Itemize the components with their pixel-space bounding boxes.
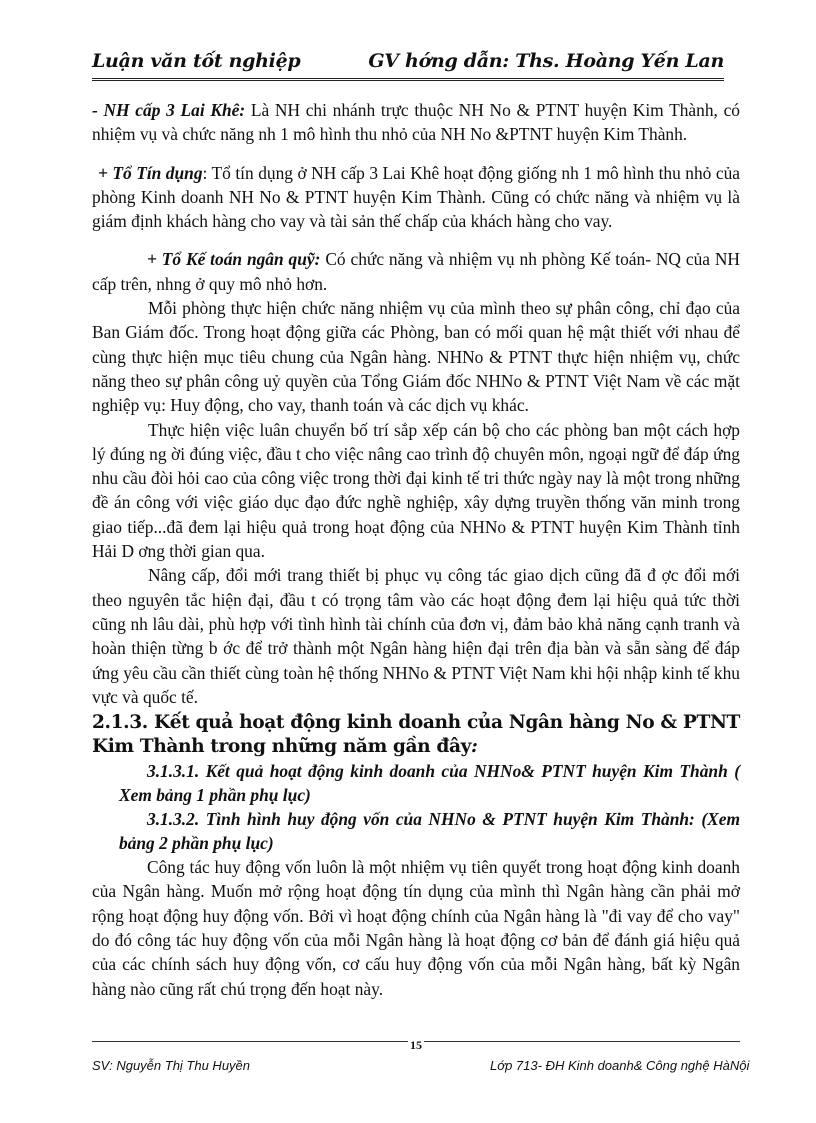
footer-class: Lớp 713- ĐH Kinh doanh& Công nghệ HàNội bbox=[490, 1058, 750, 1073]
to-tin-dung-label: + Tổ Tín dụng bbox=[98, 162, 203, 183]
subheading-3-1-3-1: 3.1.3.1. Kết quả hoạt động kinh doanh của NHNo& PTNT huyện Kim Thành ( Xem bảng 1 phần phụ lục) bbox=[119, 761, 740, 806]
to-ke-toan-label: + Tổ Kế toán ngân quỹ: bbox=[147, 249, 321, 270]
paragraph-to-ke-toan bbox=[92, 247, 740, 296]
paragraph-to-tin-dung bbox=[92, 161, 740, 234]
page-number: 15 bbox=[410, 1038, 422, 1052]
paragraph-nang-cap: Nâng cấp, đổi mới trang thiết bị phục vụ công tác giao dịch cũng đã đ ợc đổi mới theo nguyên tắc hiện đại, đầu t có trọng tâm vào các hoạt động đem lại hiệu quả tức thời cũng nh lâu dài, phù hợp với tình hình tài chính của đơn vị, đảm bảo khả năng cạnh tranh và hoàn thiện từng b ớc để trở thành một Ngân hàng hiện đại trên địa bàn và sẵn sàng để đáp ứng yêu cầu cần thiết cùng toàn hệ thống NHNo & PTNT Việt Nam khi hội nhập kinh tế khu vực và quốc tế. bbox=[92, 565, 740, 707]
page-header bbox=[92, 50, 724, 81]
page-body bbox=[92, 98, 740, 1001]
subheading-3-1-3-2: 3.1.3.2. Tình hình huy động vốn của NHNo & PTNT huyện Kim Thành: (Xem bảng 2 phần phụ lục) bbox=[119, 809, 740, 854]
footer-student: SV: Nguyễn Thị Thu Huyền bbox=[92, 1058, 251, 1073]
lai-khe-text: Là NH chi nhánh trực thuộc NH No & PTNT huyện Kim Thành, có nhiệm vụ và chức năng nh 1 mô hình thu nhỏ của NH No &PTNT huyện Kim Thành. bbox=[92, 100, 740, 145]
header-left: Luận văn tốt nghiệp bbox=[92, 50, 301, 72]
to-tin-dung-text: : Tổ tín dụng ở NH cấp 3 Lai Khê hoạt động giống nh 1 mô hình thu nhỏ của phòng Kinh doanh NH No & PTNT huyện Kim Thành. Cũng có chức năng và nhiệm vụ là giám định khách hàng cho vay và tài sản thế chấp của khách hàng cho vay. bbox=[92, 162, 740, 232]
section-heading-2-1-3: 2.1.3. Kết quả hoạt động kinh doanh của Ngân hàng No & PTNT Kim Thành trong những năm gần đây: bbox=[92, 712, 740, 758]
lai-khe-label: - NH cấp 3 Lai Khê: bbox=[92, 100, 246, 120]
paragraph-lai-khe bbox=[92, 98, 740, 147]
paragraph-huy-dong-von: Công tác huy động vốn luôn là một nhiệm vụ tiên quyết trong hoạt động kinh doanh của Ngân hàng. Muốn mở rộng hoạt động tín dụng của mình thì Ngân hàng cần phải mở rộng hoạt động huy động vốn. Bởi vì hoạt động chính của Ngân hàng là "đi vay để cho vay" do đó công tác huy động vốn của mỗi Ngân hàng là hoạt động cơ bản để đánh giá hiệu quả của các chính sách huy động vốn, cơ cấu huy động vốn của mỗi Ngân hàng, bất kỳ Ngân hàng nào cũng rất chú trọng đến hoạt này. bbox=[92, 857, 740, 999]
to-ke-toan-text: Có chức năng và nhiệm vụ nh phòng Kế toán- NQ của NH cấp trên, nhng ở quy mô nhỏ hơn. bbox=[92, 249, 740, 294]
paragraph-moi-phong: Mỗi phòng thực hiện chức năng nhiệm vụ của mình theo sự phân công, chỉ đạo của Ban Giám đốc. Trong hoạt động giữa các Phòng, ban có mối quan hệ mật thiết với nhau để cùng thực hiện mục tiêu chung của Ngân hàng. NHNo & PTNT thực hiện nhiệm vụ, chức năng theo sự phân công uỷ quyền của Tổng Giám đốc NHNo & PTNT Việt Nam về các mặt nghiệp vụ: Huy động, cho vay, thanh toán và các dịch vụ khác. bbox=[92, 298, 740, 416]
paragraph-luan-chuyen: Thực hiện việc luân chuyển bố trí sắp xếp cán bộ cho các phòng ban một cách hợp lý đúng ng ời đúng việc, đầu t cho việc nâng cao trình độ chuyên môn, ngoại ngữ để đáp ứng nhu cầu đòi hỏi cao của công việc trong thời đại kinh tế tri thức ngày nay là một trong những đề án công với việc giáo dục đạo đức nghề nghiệp, xây dựng truyền thống văn minh trong giao tiếp...đã đem lại hiệu quả trong hoạt động của NHNo & PTNT huyện Kim Thành tỉnh Hải D ơng thời gian qua. bbox=[92, 419, 740, 562]
header-right: GV hớng dẫn: Ths. Hoàng Yến Lan bbox=[368, 50, 724, 72]
